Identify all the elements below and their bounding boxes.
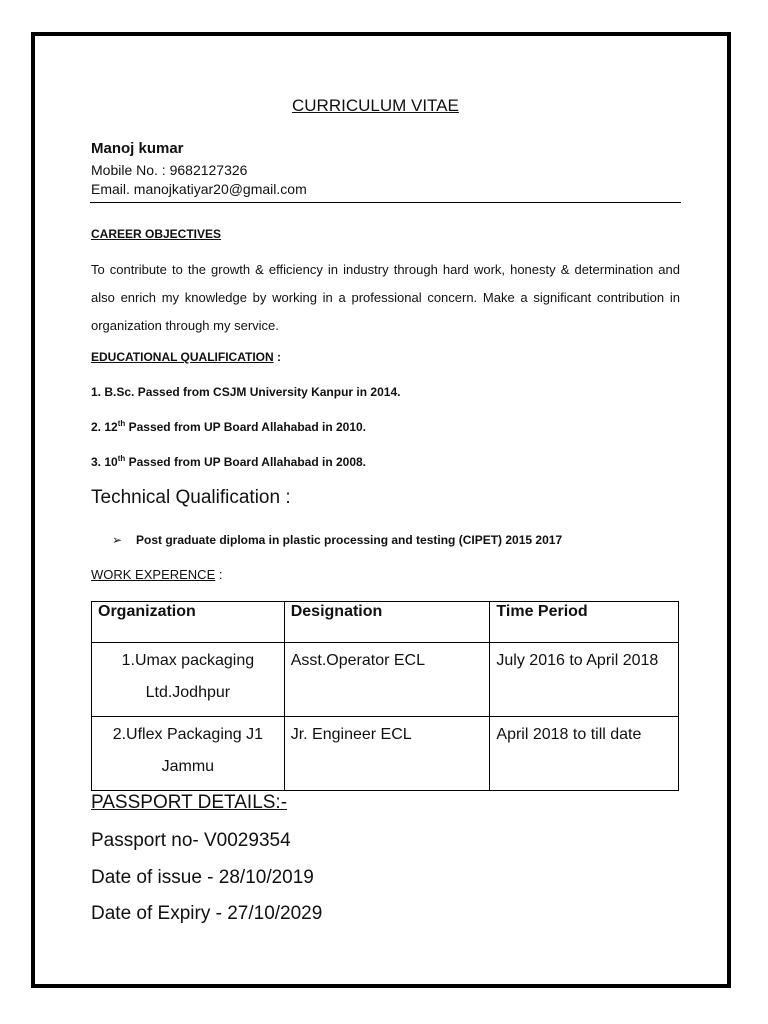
table-row xyxy=(92,717,679,791)
table-row xyxy=(92,643,679,717)
work-experience-heading-suffix: : xyxy=(215,567,223,582)
mobile-number: Mobile No. : 9682127326 xyxy=(91,162,248,178)
column-header-designation: Designation xyxy=(284,602,490,643)
education-heading-text: EDUCATIONAL QUALIFICATION xyxy=(91,350,274,364)
work-experience-heading-text: WORK EXPERENCE xyxy=(91,567,216,582)
document-title: CURRICULUM VITAE xyxy=(292,96,459,115)
education-heading xyxy=(91,350,281,364)
cell-time-period: April 2018 to till date xyxy=(490,717,679,791)
technical-qualification-item xyxy=(112,533,562,547)
career-objectives-heading xyxy=(91,227,221,241)
column-header-organization: Organization xyxy=(92,602,285,643)
education-item xyxy=(91,419,366,434)
cell-time-period: July 2016 to April 2018 xyxy=(490,643,679,717)
email-address: Email. manojkatiyar20@gmail.com xyxy=(91,181,307,197)
arrow-bullet-icon: ➢ xyxy=(112,533,123,547)
work-experience-heading xyxy=(91,567,222,582)
cell-designation: Asst.Operator ECL xyxy=(284,643,490,717)
education-item-text-rest: Passed from UP Board Allahabad in 2010. xyxy=(125,420,367,434)
education-item-superscript: th xyxy=(117,419,126,428)
career-objectives-text: To contribute to the growth & efficiency in industry through hard work, honesty & determination and also enrich my knowledge by working in a professional concern. Make a significant contribution in organization through my service. xyxy=(91,262,680,333)
passport-issue-date: Date of issue - 28/10/2019 xyxy=(91,867,314,888)
technical-qualification-heading: Technical Qualification : xyxy=(91,487,291,508)
education-item-text: 2. 12 xyxy=(91,420,118,434)
column-header-time-period: Time Period xyxy=(490,602,679,643)
education-item-text: 3. 10 xyxy=(91,455,118,469)
work-experience-table xyxy=(91,601,679,791)
candidate-name: Manoj kumar xyxy=(91,140,184,157)
education-item-superscript: th xyxy=(117,454,126,463)
table-header-row xyxy=(92,602,679,643)
passport-details-heading: PASSPORT DETAILS:- xyxy=(91,792,288,813)
technical-qualification-text: Post graduate diploma in plastic processing and testing (CIPET) 2015 2017 xyxy=(136,533,563,547)
education-item xyxy=(91,454,366,469)
passport-number: Passport no- V0029354 xyxy=(91,830,291,851)
cell-organization: 1.Umax packaging Ltd.Jodhpur xyxy=(92,643,285,717)
education-item xyxy=(91,385,400,399)
education-item-text: 1. B.Sc. Passed from CSJM University Kanpur in 2014. xyxy=(91,385,401,399)
cell-organization: 2.Uflex Packaging J1 Jammu xyxy=(92,717,285,791)
career-objectives-heading-text: CAREER OBJECTIVES xyxy=(91,227,222,241)
cell-designation: Jr. Engineer ECL xyxy=(284,717,490,791)
education-heading-suffix: : xyxy=(273,350,281,364)
header-divider xyxy=(90,202,681,203)
passport-expiry-date: Date of Expiry - 27/10/2029 xyxy=(91,903,323,924)
education-item-text-rest: Passed from UP Board Allahabad in 2008. xyxy=(125,455,367,469)
